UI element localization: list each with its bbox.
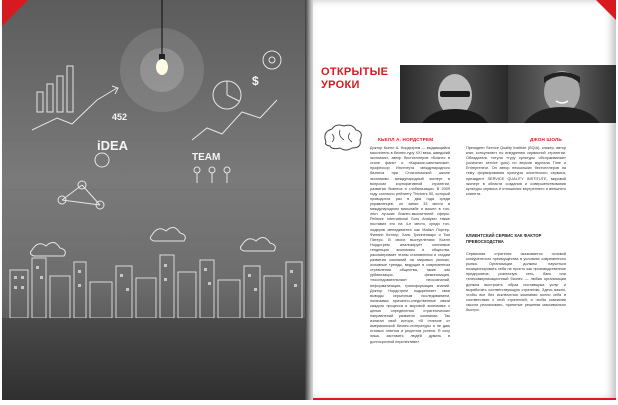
speaker1-name: КЬЕЛЛ А. НОРДСТРЕМ (378, 137, 434, 142)
red-corner-accent-right (596, 0, 616, 20)
section-title (321, 66, 401, 92)
speaker2-bio: Президент Service Quality Institute (SQIA), спикер, автор книг, консультант по внедрению сервисной стратегии. Обладатель титула «гуру культуры обслуживания» (customer service guru) по версии журнала Time и Entrepreneur. Он автор нескольких бестселлеров на тему формирования культуры клиентского сервиса, президент SERVICE QUALITY INSTITUTE, мировой эксперт в области создания и совершенствования культуры сервиса и отношения внутреннего и внешнего клиента. (466, 146, 566, 196)
red-corner-accent-left (2, 0, 28, 26)
speaker2-topic-text: Сервисная стратегия оказывается основой конкурентного преимущества в условиях современного рынка. Организации должны научиться позиционировать себя не просто как производственное предприятие, розничную сеть, банк или телекоммуникационный бизнес — любая организация должна выстроить образ поставщика услуг и выработать соответствующую стратегию. Здесь важно, чтобы все без исключения компании могли себя в соответствии с этой стратегией, и чтобы компании смогли реализовать, принятые решения максимально быстро. (466, 252, 566, 313)
speaker2-subheading: КЛИЕНТСКИЙ СЕРВИС КАК ФАКТОР ПРЕВОСХОДСТВА (466, 233, 542, 244)
section-title-line2: УРОКИ (321, 79, 360, 91)
light-bulb-icon (156, 59, 168, 75)
speaker2-name: ДЖОН ШОЛЬ (530, 137, 562, 142)
chalk-label-team: TEAM (192, 152, 221, 163)
section-title-line1: ОТКРЫТЫЕ (321, 66, 389, 78)
right-page (313, 0, 616, 400)
chalk-wall-illustration (2, 0, 307, 330)
brain-icon (318, 124, 366, 152)
speaker1-bio: Доктор Кьелл А. Нордстрем — выдающийся мыслитель в бизнес-гуру XXI века, шведский экономист, автор бестселлеров «Бизнес в стиле фанк» и «Караоке-капитализм», профессор Института международного бизнеса при Стокгольмской школе экономики, международный эксперт в вопросах корпоративной стратегии, развития бизнеса и глобализации. В 2009 году согласно рейтингу Thinkers 50, который проводится раз в два года среди управленцев, он занял 33 место в международном масштабе и вошел в топ-лист лучших бизнес-мыслителей сферы. Рейтинг International Guru Analyser также поставил его на 4-е место, среди топ-лидеров менеджмента как Майкл Портер, Филипп Котлер, Ханс Тринпенаарс и Том Питерс. В своих выступлениях Кьелл Нордстрем анализирует ключевые тенденции экономики и общества, рассматривает этапы становления и стадии развития компаний на мировых рынках, основные тренды, ведущие в современном стремлении общества, такие как урбанизация, феминизация, «последовательная» неосознаний, информатизация, трансформация знаний. Доктор Нордстрем подкрепляет свои выводы серьезным исследованием, показывая причинно-следственные связи каждого процесса в мировой экономике с целью определения стратегических направлений развития компании. Так излагал свой истори. «В отличие от американской бизнес-литературы я не даю готовых ответов и рецептов успеха. Я хочу лишь заставить людей думать в долгосрочной перспективе». (370, 146, 450, 344)
chalk-label-idea: iDEA (97, 138, 129, 153)
chalk-label-dollar: $ (252, 74, 259, 88)
footer-red-line (313, 398, 616, 400)
speaker1-photo (400, 65, 508, 123)
floor-shadow (2, 318, 307, 400)
chalk-label-number: 452 (112, 112, 128, 122)
left-page-chalk-illustration (2, 0, 307, 400)
speaker2-photo (508, 65, 616, 123)
